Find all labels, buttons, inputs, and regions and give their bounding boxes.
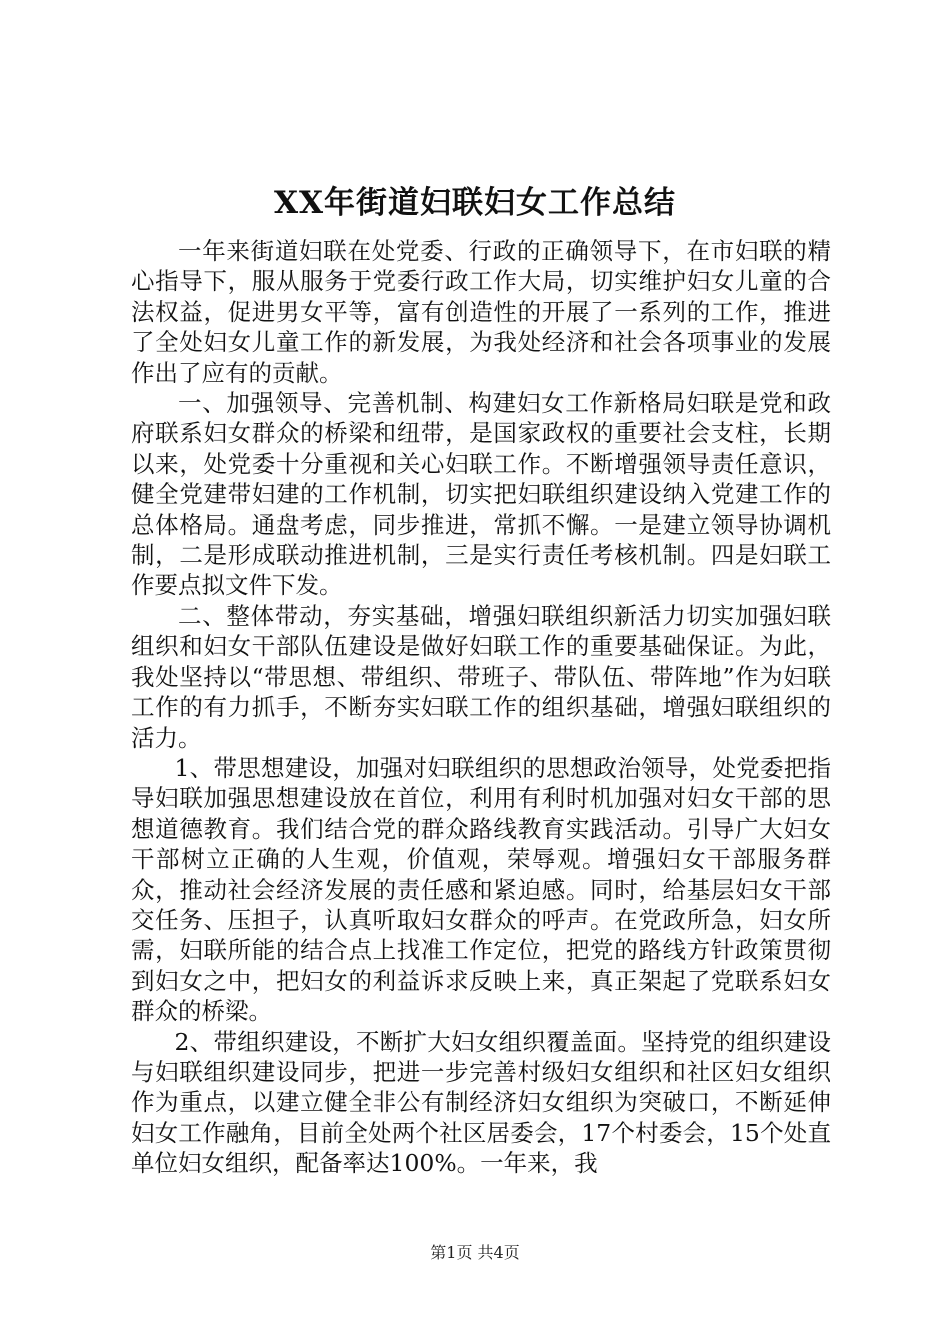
paragraph-section-one: 一、加强领导、完善机制、构建妇女工作新格局妇联是党和政府联系妇女群众的桥梁和纽带，是国家政权的重要社会支柱，长期以来，处党委十分重视和关心妇联工作。不断增强领导责任意识，健全党建带妇建的工作机制，切实把妇联组织建设纳入党建工作的总体格局。通盘考虑，同步推进，常抓不懈。一是建立领导协调机制，二是形成联动推进机制，三是实行责任考核机制。四是妇联工作要点拟文件下发。 [131,389,831,600]
paragraph-intro: 一年来街道妇联在处党委、行政的正确领导下，在市妇联的精心指导下，服从服务于党委行政工作大局，切实维护妇女儿童的合法权益，促进男女平等，富有创造性的开展了一系列的工作，推进了全处妇女儿童工作的新发展，为我处经济和社会各项事业的发展作出了应有的贡献。 [131,237,831,387]
paragraph-item-two: 2、带组织建设，不断扩大妇女组织覆盖面。坚持党的组织建设与妇联组织建设同步，把进一步完善村级妇女组织和社区妇女组织作为重点，以建立健全非公有制经济妇女组织为突破口，不断延伸妇女工作融角，目前全处两个社区居委会，17个村委会，15个处直单位妇女组织，配备率达100%。一年来，我 [131,1027,831,1178]
document-body [131,236,831,1179]
document-title: XX年街道妇联妇女工作总结 [273,185,677,221]
paragraph-item-one: 1、带思想建设，加强对妇联组织的思想政治领导，处党委把指导妇联加强思想建设放在首位，利用有利时机加强对妇女干部的思想道德教育。我们结合党的群众路线教育实践活动。引导广大妇女干部树立正确的人生观，价值观，荣辱观。增强妇女干部服务群众，推动社会经济发展的责任感和紧迫感。同时，给基层妇女干部交任务、压担子，认真听取妇女群众的呼声。在党政所急，妇女所需，妇联所能的结合点上找准工作定位，把党的路线方针政策贯彻到妇女之中，把妇女的利益诉求反映上来，真正架起了党联系妇女群众的桥梁。 [131,753,831,1026]
paragraph-section-two: 二、整体带动，夯实基础，增强妇联组织新活力切实加强妇联组织和妇女干部队伍建设是做好妇联工作的重要基础保证。为此，我处坚持以“带思想、带组织、带班子、带队伍、带阵地”作为妇联工作的有力抓手，不断夯实妇联工作的组织基础，增强妇联组织的活力。 [131,601,831,752]
page-number-footer: 第1页 共4页 [430,1243,520,1262]
